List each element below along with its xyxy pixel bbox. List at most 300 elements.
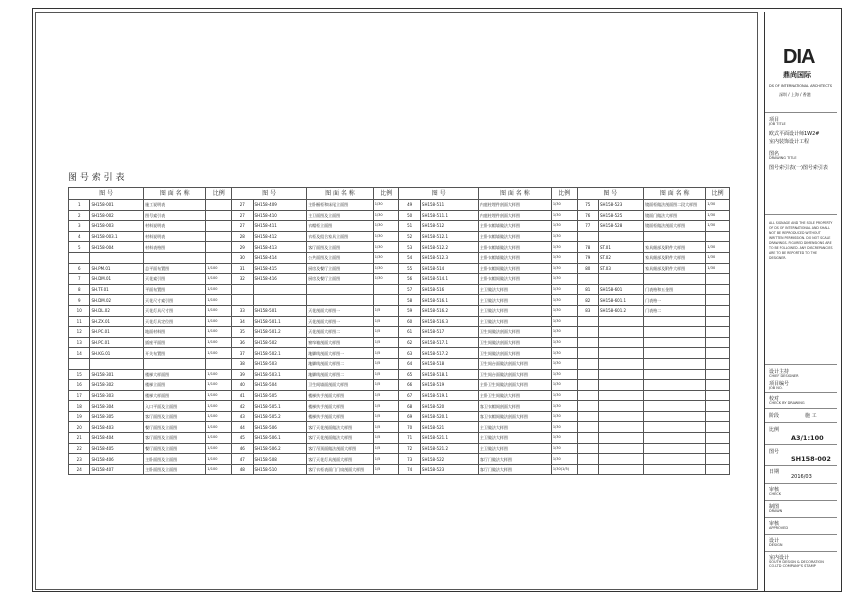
drawing-name: 卫生间做法剖面大样图: [478, 348, 551, 359]
drawing-scale: 1/30: [551, 200, 577, 211]
drawing-scale: 1/5: [373, 380, 399, 391]
drawing-number: [253, 284, 307, 295]
drawing-scale: 1/100: [206, 369, 232, 380]
index-number: 27: [232, 200, 253, 211]
table-row: [69, 348, 730, 359]
index-number: 64: [399, 358, 420, 369]
drawing-number: SH.DM.01: [90, 274, 144, 285]
drawing-scale: 1/100: [206, 401, 232, 412]
drawing-scale: [706, 454, 730, 465]
index-number: 9: [69, 295, 90, 306]
drawing-number: [599, 411, 644, 422]
table-row: [69, 316, 730, 327]
drawing-number: SH158-508: [253, 454, 307, 465]
drawing-scale: 1/5: [373, 390, 399, 401]
col-header: 比例: [373, 188, 399, 200]
index-number: 27: [232, 210, 253, 221]
drawing-scale: 1/30(1/5): [551, 464, 577, 475]
table-row: [69, 380, 730, 391]
drawing-number: SH.DL.02: [90, 305, 144, 316]
drawing-name: 入口平面及立面图: [144, 401, 206, 412]
job-number-label: 项目编号: [769, 381, 790, 387]
drawing-name: 天花灯具定位图: [144, 316, 206, 327]
drawing-name: 主卧面图及立面图: [144, 454, 206, 465]
divider: [765, 364, 837, 365]
index-number: [577, 380, 598, 391]
index-number: [577, 390, 598, 401]
drawing-scale: 1/30: [373, 263, 399, 274]
index-number: 40: [232, 380, 253, 391]
table-row: [69, 295, 730, 306]
drawing-name: 窗帘箱剖面大样图: [307, 337, 374, 348]
drawing-name: 主卧衣帽间做法大样图: [478, 263, 551, 274]
drawing-number: SH158-521: [420, 422, 478, 433]
design-label: 设计: [769, 538, 780, 544]
drawing-number: SH158-003.1: [90, 231, 144, 242]
drawing-scale: [206, 210, 232, 221]
index-number: 19: [69, 411, 90, 422]
drawing-scale: 1/100: [206, 443, 232, 454]
drawing-scale: [706, 295, 730, 306]
index-number: 21: [69, 433, 90, 444]
table-row: [69, 422, 730, 433]
drawing-name: 主卧衣帽墙做法大样图: [478, 242, 551, 253]
index-number: [577, 274, 598, 285]
drawing-scale: [706, 401, 730, 412]
drawing-name: 材料表格图: [144, 242, 206, 253]
index-number: 76: [577, 210, 598, 221]
job-number-label-en: JOB NO.: [769, 386, 783, 390]
drawing-scale: 1/30: [373, 274, 399, 285]
drawing-name: 地脚线剖面大样图一: [307, 348, 374, 359]
drawing-number: SH158-520: [420, 401, 478, 412]
drawing-number: SH158-411: [253, 221, 307, 232]
drawing-name: [644, 433, 706, 444]
drawing-number: SH158-514.1: [420, 274, 478, 285]
index-number: 70: [399, 422, 420, 433]
drawing-scale: 1/5: [373, 369, 399, 380]
drawing-scale: 1/100: [206, 411, 232, 422]
drawing-name: [644, 369, 706, 380]
index-number: [577, 231, 598, 242]
drawing-scale: 1/5: [373, 358, 399, 369]
drawing-name: 天花灯具尺寸图: [144, 305, 206, 316]
drawing-number: SH158-522: [420, 454, 478, 465]
drawing-scale: 1/100: [206, 422, 232, 433]
drawing-name: 客厅吊顶面做法剖面大样图: [307, 443, 374, 454]
index-number: 53: [399, 242, 420, 253]
drawing-name: 主卧衣帽墙做法大样图: [478, 252, 551, 263]
stage-value: 施 工: [805, 413, 817, 419]
drawing-name: [644, 348, 706, 359]
drawing-number: SH158-505.1: [253, 401, 307, 412]
index-number: 83: [577, 305, 598, 316]
drawing-scale: [706, 348, 730, 359]
drawing-scale: 1/5: [373, 433, 399, 444]
drawing-name: 卫生间台面做法剖面大样图: [478, 358, 551, 369]
index-number: 17: [69, 390, 90, 401]
drawing-number-value: SH158-002: [791, 455, 831, 463]
index-number: 15: [69, 369, 90, 380]
drawing-number: SH158-520.1: [420, 411, 478, 422]
drawing-name: 客厅面图及立面图: [144, 411, 206, 422]
col-header: 图 号: [577, 188, 644, 200]
drawing-title-label-en: DRAWING TITLE: [769, 156, 797, 160]
drawing-scale: 1/30: [551, 401, 577, 412]
table-row: [69, 263, 730, 274]
index-number: 51: [399, 221, 420, 232]
drawing-number: SH158-523: [420, 464, 478, 475]
drawing-name: 平面布置图: [144, 284, 206, 295]
drawing-number: [599, 348, 644, 359]
drawing-name: [644, 443, 706, 454]
index-number: 14: [69, 348, 90, 359]
review-label: 审核: [769, 521, 780, 527]
divider: [765, 534, 837, 535]
drawing-name: 主卧面图及立面图: [144, 464, 206, 475]
drawing-scale: 1/30: [373, 221, 399, 232]
drawing-name: 客厅天花灯具剖面大样图: [307, 454, 374, 465]
index-number: 69: [399, 411, 420, 422]
index-number: [232, 295, 253, 306]
divider: [765, 551, 837, 552]
index-number: 68: [399, 401, 420, 412]
drawing-scale: 1/30: [551, 316, 577, 327]
approve-label-en: CHECK: [769, 492, 782, 496]
drawing-scale: 1/5: [373, 454, 399, 465]
index-number: 11: [69, 316, 90, 327]
index-number: 71: [399, 433, 420, 444]
drawing-scale: 1/30: [551, 337, 577, 348]
index-number: 60: [399, 316, 420, 327]
drawing-name: 镜面柜做法剖面大样图: [644, 221, 706, 232]
divider: [765, 112, 837, 113]
drawing-name: 楼梯立面图: [144, 380, 206, 391]
drawing-name: 天花剖面大样图一: [307, 305, 374, 316]
index-number: 22: [69, 443, 90, 454]
drawing-number: SH158-405: [90, 443, 144, 454]
table-row: [69, 221, 730, 232]
drawing-name: [144, 252, 206, 263]
table-row: [69, 200, 730, 211]
drawing-scale: 1/5: [373, 337, 399, 348]
col-header: 图 号: [232, 188, 307, 200]
drawing-scale: 1/5: [373, 411, 399, 422]
drawing-number: [599, 369, 644, 380]
drawing-name: 主卫做法大样图: [478, 305, 551, 316]
drawing-number: [599, 433, 644, 444]
drawing-number: SH158-410: [253, 210, 307, 221]
index-number: [577, 411, 598, 422]
index-number: 44: [232, 422, 253, 433]
index-number: [577, 464, 598, 475]
drawing-number: [599, 327, 644, 338]
drawing-scale: 1/30: [551, 305, 577, 316]
drawing-name: 厨房及餐厅立面图: [307, 274, 374, 285]
drawing-name: 地脚线剖面大样图二: [307, 358, 374, 369]
drawing-scale: [373, 284, 399, 295]
index-number: 81: [577, 284, 598, 295]
index-number: 47: [232, 454, 253, 465]
index-number: [577, 401, 598, 412]
drawing-scale: 1/30: [551, 369, 577, 380]
index-number: 80: [577, 263, 598, 274]
drawing-name: [644, 337, 706, 348]
table-row: [69, 411, 730, 422]
drawing-scale: [706, 433, 730, 444]
index-number: 3: [69, 221, 90, 232]
drawing-name: 主卫做法大样图: [478, 433, 551, 444]
drawing-number: SH158-001: [90, 200, 144, 211]
index-number: 33: [232, 305, 253, 316]
index-number: [69, 358, 90, 369]
drawing-scale: [706, 231, 730, 242]
drawing-scale: 1/30: [373, 200, 399, 211]
divider: [765, 483, 837, 484]
drawing-number: SH158-506.2: [253, 443, 307, 454]
drawing-name: 卫生间墙面剖面大样图: [307, 380, 374, 391]
drawing-number: SH158-503: [253, 358, 307, 369]
index-number: [577, 422, 598, 433]
drawing-name: [644, 380, 706, 391]
index-number: 62: [399, 337, 420, 348]
drawing-scale: [706, 464, 730, 475]
index-number: 77: [577, 221, 598, 232]
drawing-scale: 1/30: [551, 210, 577, 221]
drawing-number: SH158-601.2: [599, 305, 644, 316]
drawing-number: SH158-516: [420, 284, 478, 295]
index-number: 43: [232, 411, 253, 422]
company-name-cn: 鼎尚国际: [783, 71, 811, 79]
drawing-number: SH158-304: [90, 401, 144, 412]
drawing-name: 卫生间台面做法剖面大样图: [478, 369, 551, 380]
approve-label: 审核: [769, 487, 780, 493]
scale-value: A3/1:100: [791, 434, 824, 442]
index-number: 61: [399, 327, 420, 338]
drawing-number: SH158-506: [253, 422, 307, 433]
drawing-number: SH158-413: [253, 242, 307, 253]
index-number: 55: [399, 263, 420, 274]
drawing-number: SH158-517: [420, 327, 478, 338]
title-block: [764, 12, 837, 592]
drawing-name: [644, 316, 706, 327]
drawing-number: SH158-510: [253, 464, 307, 475]
index-number: 35: [232, 327, 253, 338]
drawing-number: SH158-415: [253, 263, 307, 274]
drawing-name: 衣柜及组合家具立面图: [307, 231, 374, 242]
drawing-number: SH158-519.1: [420, 390, 478, 401]
index-number: 24: [69, 464, 90, 475]
drawing-name: 主卫做法大样图: [478, 295, 551, 306]
divider: [765, 392, 837, 393]
drawing-name: 天花剖面大样图一: [307, 316, 374, 327]
drawing-number: SH158-504: [253, 380, 307, 391]
index-number: 4: [69, 231, 90, 242]
scale-label: 比例: [769, 427, 780, 433]
table-row: [69, 210, 730, 221]
drawing-scale: [206, 200, 232, 211]
drawing-scale: 1/100: [206, 284, 232, 295]
index-number: 8: [69, 284, 90, 295]
drawing-name: 卫生间做法剖面大样图: [478, 337, 551, 348]
drawing-name: [644, 464, 706, 475]
drawing-scale: [373, 295, 399, 306]
drawing-name: 主卧橱柜和床尾立面图: [307, 200, 374, 211]
drawing-number: SH158-403: [90, 422, 144, 433]
check-label-en: CHECK BY DRAWING: [769, 401, 805, 405]
drawing-scale: 1/100: [206, 464, 232, 475]
drawing-scale: 1/30: [551, 411, 577, 422]
col-header: 图 面 名 称: [644, 188, 706, 200]
drawing-name: 材料说明表: [144, 221, 206, 232]
drawing-scale: 1/100: [206, 305, 232, 316]
drawing-scale: [206, 242, 232, 253]
table-row: [69, 337, 730, 348]
index-number: 72: [399, 443, 420, 454]
index-number: 27: [232, 221, 253, 232]
drawing-name: 内庭柱埋件剖面大样图: [478, 200, 551, 211]
drawing-name: 开关布置图: [144, 348, 206, 359]
table-header-row: [69, 188, 730, 200]
drawing-number: SH158-412: [253, 231, 307, 242]
drawing-scale: 1/100: [206, 274, 232, 285]
drawing-scale: 1/30: [706, 221, 730, 232]
drawing-scale: [206, 358, 232, 369]
drawing-name: 地面材料图: [144, 327, 206, 338]
table-row: [69, 390, 730, 401]
drawing-number: SH158-514: [420, 263, 478, 274]
table-row: [69, 454, 730, 465]
drawing-number: [599, 443, 644, 454]
drawing-scale: 1/100: [206, 348, 232, 359]
drawing-scale: 1/30: [373, 231, 399, 242]
index-number: [577, 369, 598, 380]
drawing-name: 主卫面图及立面图: [307, 210, 374, 221]
drawing-name: 楼梯大样面图: [144, 390, 206, 401]
drawing-name: 门表格一: [644, 295, 706, 306]
drawing-name: 镜面门做法大样图: [644, 210, 706, 221]
index-number: 23: [69, 454, 90, 465]
drawing-number: SH158-518: [420, 358, 478, 369]
drawing-scale: 1/30: [706, 263, 730, 274]
drawing-number: SH.PM.01: [90, 263, 144, 274]
index-number: 73: [399, 454, 420, 465]
drawing-name: [307, 284, 374, 295]
project-name-2: 室内装饰设计工程: [769, 139, 810, 145]
drawing-scale: [706, 422, 730, 433]
index-number: 1: [69, 200, 90, 211]
drawing-number: [90, 252, 144, 263]
check-label: 校对: [769, 396, 780, 402]
col-header: 比例: [551, 188, 577, 200]
drawing-name: 客卫衣帽间做法剖面大样图: [478, 411, 551, 422]
drawing-scale: 1/30: [551, 390, 577, 401]
drawing-number: SH.ZX.01: [90, 316, 144, 327]
drawing-scale: 1/30: [373, 210, 399, 221]
drawing-scale: [706, 284, 730, 295]
drawing-name: 楼梯扶手剖面大样图: [307, 401, 374, 412]
drawing-name: 门表格二: [644, 305, 706, 316]
divider: [765, 214, 837, 215]
drawing-number: [599, 401, 644, 412]
drawing-name: 客厅面图及立面图: [307, 242, 374, 253]
designer-label: 设计主持: [769, 369, 790, 375]
drawing-name: 衣帽柜立面图: [307, 221, 374, 232]
drawing-scale: 1/30: [706, 252, 730, 263]
table-row: [69, 274, 730, 285]
drawing-scale: 1/30: [706, 242, 730, 253]
drawing-number: SH158-305: [90, 411, 144, 422]
drawing-name: [307, 295, 374, 306]
drawing-number: SH158-003: [90, 221, 144, 232]
drawing-scale: 1/5: [373, 443, 399, 454]
drawing-name: 插座平面图: [144, 337, 206, 348]
drawing-scale: 1/5: [373, 305, 399, 316]
drawing-number: SH158-409: [253, 200, 307, 211]
table-row: [69, 305, 730, 316]
drawing-name: 家具细部及附件大样图: [644, 242, 706, 253]
drawing-name: 天花索引图: [144, 274, 206, 285]
drawing-name: 客厅天花剖面做法大样图: [307, 422, 374, 433]
index-number: 54: [399, 252, 420, 263]
drawing-name: 内庭柱埋件剖面大样图: [478, 210, 551, 221]
project-label-en: JOB TITLE: [769, 122, 786, 126]
drawing-name: 主卧衣帽墙做法大样图: [478, 231, 551, 242]
col-header: 图 号: [399, 188, 478, 200]
drawing-scale: [706, 337, 730, 348]
col-header: 图 面 名 称: [307, 188, 374, 200]
index-number: 57: [399, 284, 420, 295]
table-row: [69, 464, 730, 475]
drawing-scale: 1/30: [551, 348, 577, 359]
drawing-name: 客厅门做法大样图: [478, 464, 551, 475]
col-header: 比例: [206, 188, 232, 200]
drawing-number: SH158-512.2: [420, 242, 478, 253]
drawing-scale: 1/100: [206, 295, 232, 306]
company-stamp-label: 室内设计: [769, 555, 790, 561]
stage-label: 阶段: [769, 413, 780, 419]
index-title: 图 号 索 引 表: [68, 173, 125, 183]
drawing-name: 餐厅面图及立面图: [144, 422, 206, 433]
drawing-name: 家具细部及附件大样图: [644, 263, 706, 274]
drawing-scale: 1/30: [373, 252, 399, 263]
drawing-scale: 1/30: [706, 210, 730, 221]
index-number: 63: [399, 348, 420, 359]
index-number: 49: [399, 200, 420, 211]
drawing-scale: [706, 358, 730, 369]
drawing-scale: 1/100: [206, 454, 232, 465]
table-row: [69, 284, 730, 295]
drawing-name: 天花尺寸索引图: [144, 295, 206, 306]
index-number: 56: [399, 274, 420, 285]
drawing-index-table: [68, 187, 730, 475]
drawing-number: SH158-004: [90, 242, 144, 253]
drawing-number: SH158-407: [90, 464, 144, 475]
drawing-number: [599, 337, 644, 348]
drawing-name: 主卧卫生间做法剖面大样图: [478, 380, 551, 391]
table-row: [69, 242, 730, 253]
drawing-number: SH158-523: [599, 200, 644, 211]
table-row: [69, 252, 730, 263]
index-number: 42: [232, 401, 253, 412]
drawing-name: 施工说明表: [144, 200, 206, 211]
index-number: 78: [577, 242, 598, 253]
drawing-number: SH158-502: [253, 337, 307, 348]
drawing-scale: [706, 443, 730, 454]
drawing-number: SH158-521.2: [420, 443, 478, 454]
col-header: 图 面 名 称: [144, 188, 206, 200]
drawing-name: 主卫做法大样图: [478, 422, 551, 433]
